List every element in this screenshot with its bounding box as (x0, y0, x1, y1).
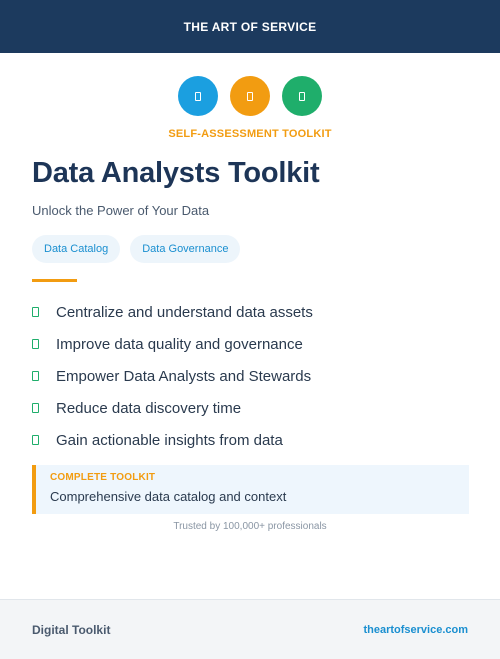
tag-list (32, 235, 240, 263)
feature-item (32, 392, 313, 424)
check-icon (32, 339, 39, 349)
check-icon (32, 371, 39, 381)
toolkit-callout (32, 465, 469, 514)
check-icon (32, 403, 39, 413)
feature-item (32, 296, 313, 328)
accent-divider (32, 279, 77, 282)
tag-data-catalog: Data Catalog (32, 235, 120, 263)
kicker-label: SELF-ASSESSMENT TOOLKIT (168, 128, 332, 140)
check-icon (32, 307, 39, 317)
feature-text: Reduce data discovery time (56, 399, 242, 417)
feature-list (32, 296, 313, 456)
trust-note: Trusted by 100,000+ professionals (173, 521, 327, 532)
tag-data-governance: Data Governance (130, 235, 240, 263)
feature-text: Improve data quality and governance (56, 335, 303, 353)
check-icon (32, 435, 39, 445)
blue-circle-icon (178, 76, 218, 116)
page-subtitle: Unlock the Power of Your Data (32, 203, 210, 218)
feature-item (32, 328, 313, 360)
icon-row (0, 76, 500, 116)
page-title: Data Analysts Toolkit (32, 157, 320, 189)
green-circle-icon (282, 76, 322, 116)
orange-circle-icon (230, 76, 270, 116)
feature-text: Centralize and understand data assets (56, 303, 313, 321)
footer-label: Digital Toolkit (32, 622, 111, 637)
feature-item (32, 424, 313, 456)
feature-text: Gain actionable insights from data (56, 431, 283, 449)
footer (0, 599, 500, 659)
website-link[interactable]: theartofservice.com (363, 623, 468, 636)
feature-item (32, 360, 313, 392)
feature-text: Empower Data Analysts and Stewards (56, 367, 312, 385)
top-banner (0, 0, 500, 53)
callout-text: Comprehensive data catalog and context (50, 489, 287, 504)
brand-name: THE ART OF SERVICE (183, 19, 317, 34)
callout-label: COMPLETE TOOLKIT (50, 472, 156, 483)
